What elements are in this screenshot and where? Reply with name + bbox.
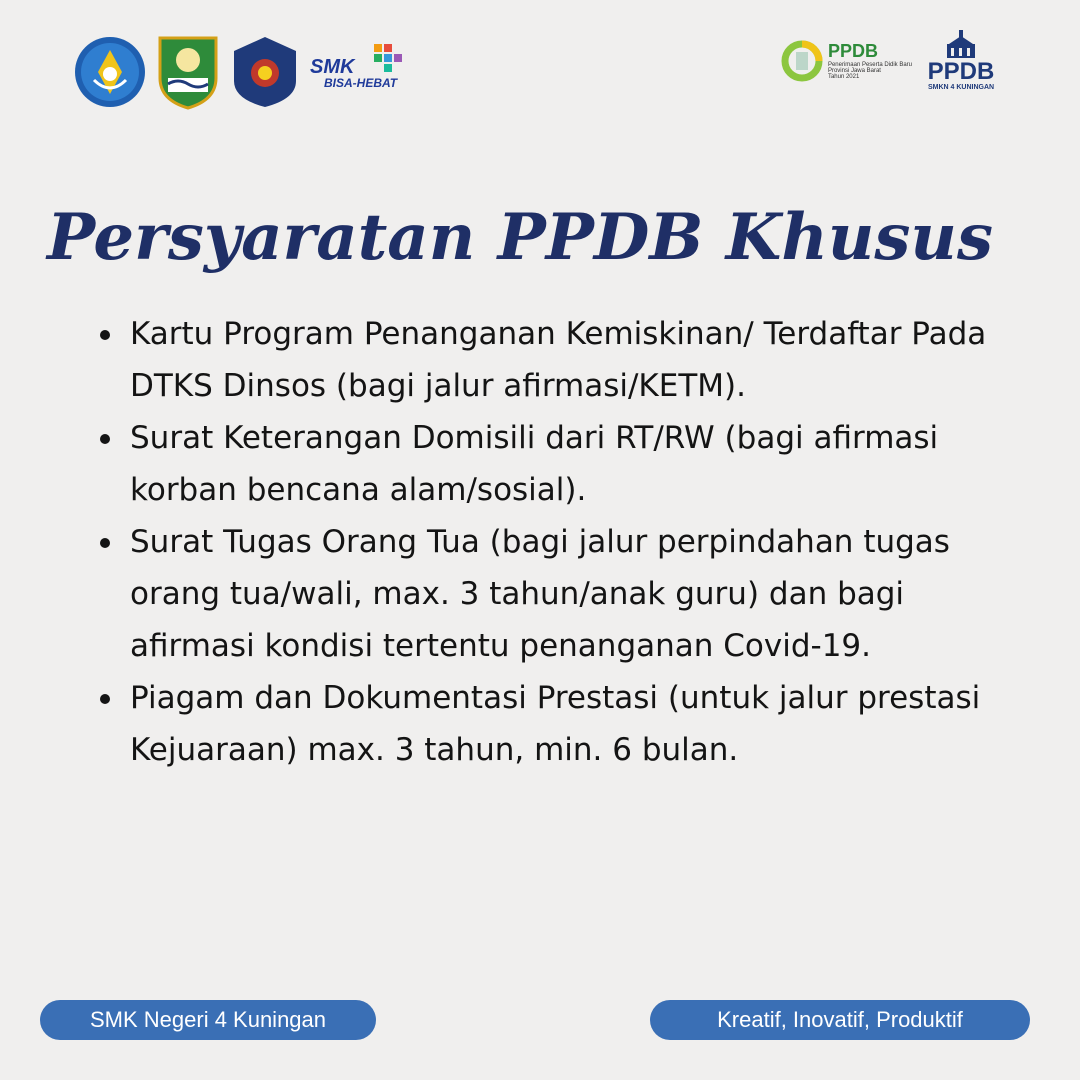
ppdb-ring-icon: [780, 36, 824, 86]
school-name-badge: SMK Negeri 4 Kuningan: [40, 1000, 376, 1040]
requirements-list: [96, 308, 996, 776]
school-building-icon: [941, 30, 981, 60]
ppdb-jabar-title: PPDB: [827, 41, 878, 61]
ppdb-smkn4-logo: [922, 30, 1000, 91]
list-item: Surat Tugas Orang Tua (bagi jalur perpindahan tugas orang tua/wali, max. 3 tahun/anak guru) dan bagi afirmasi kondisi tertentu penanganan Covid-19.: [96, 516, 996, 672]
list-item: Piagam dan Dokumentasi Prestasi (untuk jalur prestasi Kejuaraan) max. 3 tahun, min. 6 bulan.: [96, 672, 996, 776]
list-item: Kartu Program Penanganan Kemiskinan/ Terdaftar Pada DTKS Dinsos (bagi jalur afirmasi/KETM).: [96, 308, 996, 412]
list-item: Surat Keterangan Domisili dari RT/RW (bagi afirmasi korban bencana alam/sosial).: [96, 412, 996, 516]
ppdb-jabar-line1: Penerimaan Peserta Didik Baru: [827, 62, 912, 68]
ppdb-jabar-logo: [780, 36, 912, 86]
smk-logo-line1: SMK: [310, 56, 355, 78]
kemdikbud-logo: [74, 36, 146, 108]
partner-logos-right: [780, 30, 1000, 91]
partner-logos-left: [74, 34, 410, 110]
ppdb-smkn4-title: PPDB: [927, 58, 995, 85]
smkn4-kuningan-logo: [230, 35, 300, 109]
ppdb-smkn4-line1: SMKN 4 KUNINGAN: [927, 84, 995, 91]
page-title: Persyaratan PPDB Khusus: [47, 200, 993, 275]
jawa-barat-logo: [156, 34, 220, 110]
school-motto-badge: Kreatif, Inovatif, Produktif: [650, 1000, 1030, 1040]
pixel-mark-icon: [366, 42, 406, 78]
smk-logo-line2: BISA-HEBAT: [324, 76, 398, 90]
ppdb-jabar-line3: Tahun 2021: [827, 74, 860, 80]
smk-bisa-hebat-logo: [310, 42, 410, 102]
ppdb-jabar-line2: Provinsi Jawa Barat: [827, 68, 881, 74]
